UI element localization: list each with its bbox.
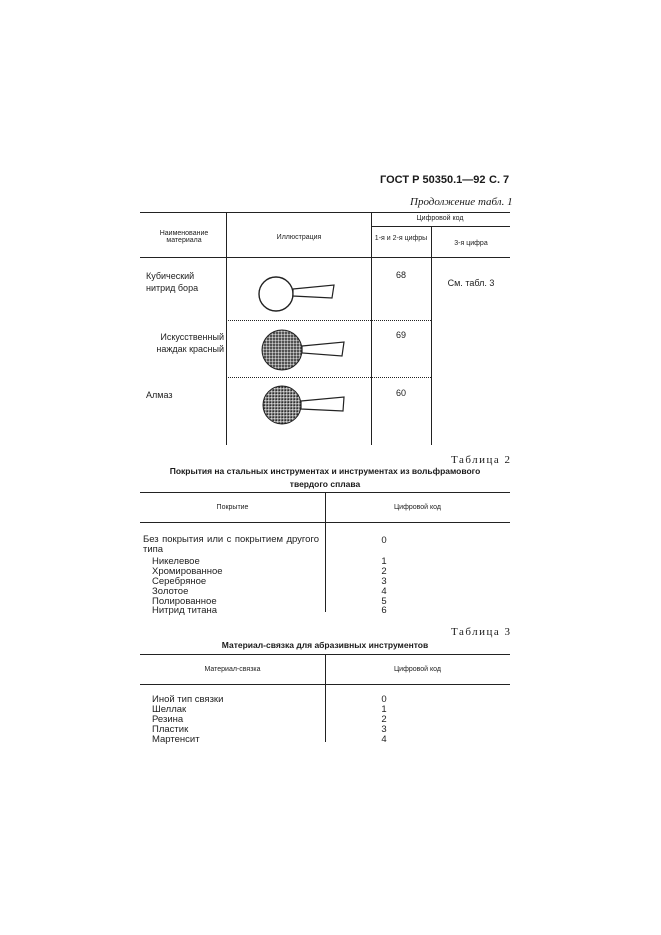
coating-name: Серебряное [152, 576, 207, 587]
column-header-digit-3: 3-я цифра [454, 240, 488, 247]
column-header-coating: Покрытие [216, 504, 249, 511]
code-cell: 69 [395, 330, 406, 340]
binder-code: 1 [381, 704, 387, 715]
column-header-material: Наименование материала [159, 230, 209, 244]
hollow-ball-tool-icon [256, 272, 340, 321]
coating-name: Нитрид титана [152, 605, 218, 616]
table-3-label: Таблица 3 [451, 626, 512, 638]
page-number: С. 7 [489, 174, 510, 186]
coating-code: 6 [381, 605, 387, 616]
standard-number: ГОСТ Р 50350.1—92 [380, 174, 486, 186]
table-3-title: Материал-связка для абразивных инструментов [221, 640, 429, 650]
column-header-binder: Материал-связка [204, 666, 261, 673]
stippled-ball-tool-icon [260, 383, 350, 432]
stippled-ball-tool-icon [258, 326, 348, 377]
digit-3-note: См. табл. 3 [447, 278, 495, 288]
binder-name: Пластик [152, 724, 189, 735]
binder-name: Мартенсит [152, 734, 200, 745]
coating-code: 5 [381, 596, 387, 607]
column-header-code: Цифровой код [394, 666, 441, 673]
table-continuation-label: Продолжение табл. 1 [410, 196, 513, 208]
coating-code: 0 [381, 535, 387, 546]
code-cell: 60 [395, 388, 406, 398]
code-cell: 68 [395, 270, 406, 280]
coating-name: Золотое [152, 586, 189, 597]
column-header-digits-1-2: 1-я и 2-я цифры [374, 235, 428, 242]
coating-name: Без покрытия или с покрытием другого типа [143, 534, 319, 555]
binder-code: 3 [381, 724, 387, 735]
binder-name: Резина [152, 714, 184, 725]
coating-code: 1 [381, 556, 387, 567]
coating-code: 4 [381, 586, 387, 597]
binder-code: 4 [381, 734, 387, 745]
coating-name: Хромированное [152, 566, 223, 577]
coating-code: 2 [381, 566, 387, 577]
table-2-label: Таблица 2 [451, 454, 512, 466]
coating-name: Полированное [152, 596, 217, 607]
column-header-digital-code: Цифровой код [416, 215, 464, 222]
binder-name: Шеллак [152, 704, 187, 715]
binder-code: 2 [381, 714, 387, 725]
binder-name: Иной тип связки [152, 694, 224, 705]
material-name: Кубический нитрид бора [146, 271, 199, 293]
column-header-illustration: Иллюстрация [276, 234, 322, 241]
table-2-title-cont: твердого сплава [289, 479, 361, 489]
material-name: Алмаз [146, 390, 173, 400]
table-2-title: Покрытия на стальных инструментах и инструментах из вольфрамового [169, 466, 481, 476]
material-name: Искусственный наждак красный [156, 332, 224, 354]
column-header-code: Цифровой код [394, 504, 441, 511]
coating-code: 3 [381, 576, 387, 587]
binder-code: 0 [381, 694, 387, 705]
coating-name: Никелевое [152, 556, 200, 567]
